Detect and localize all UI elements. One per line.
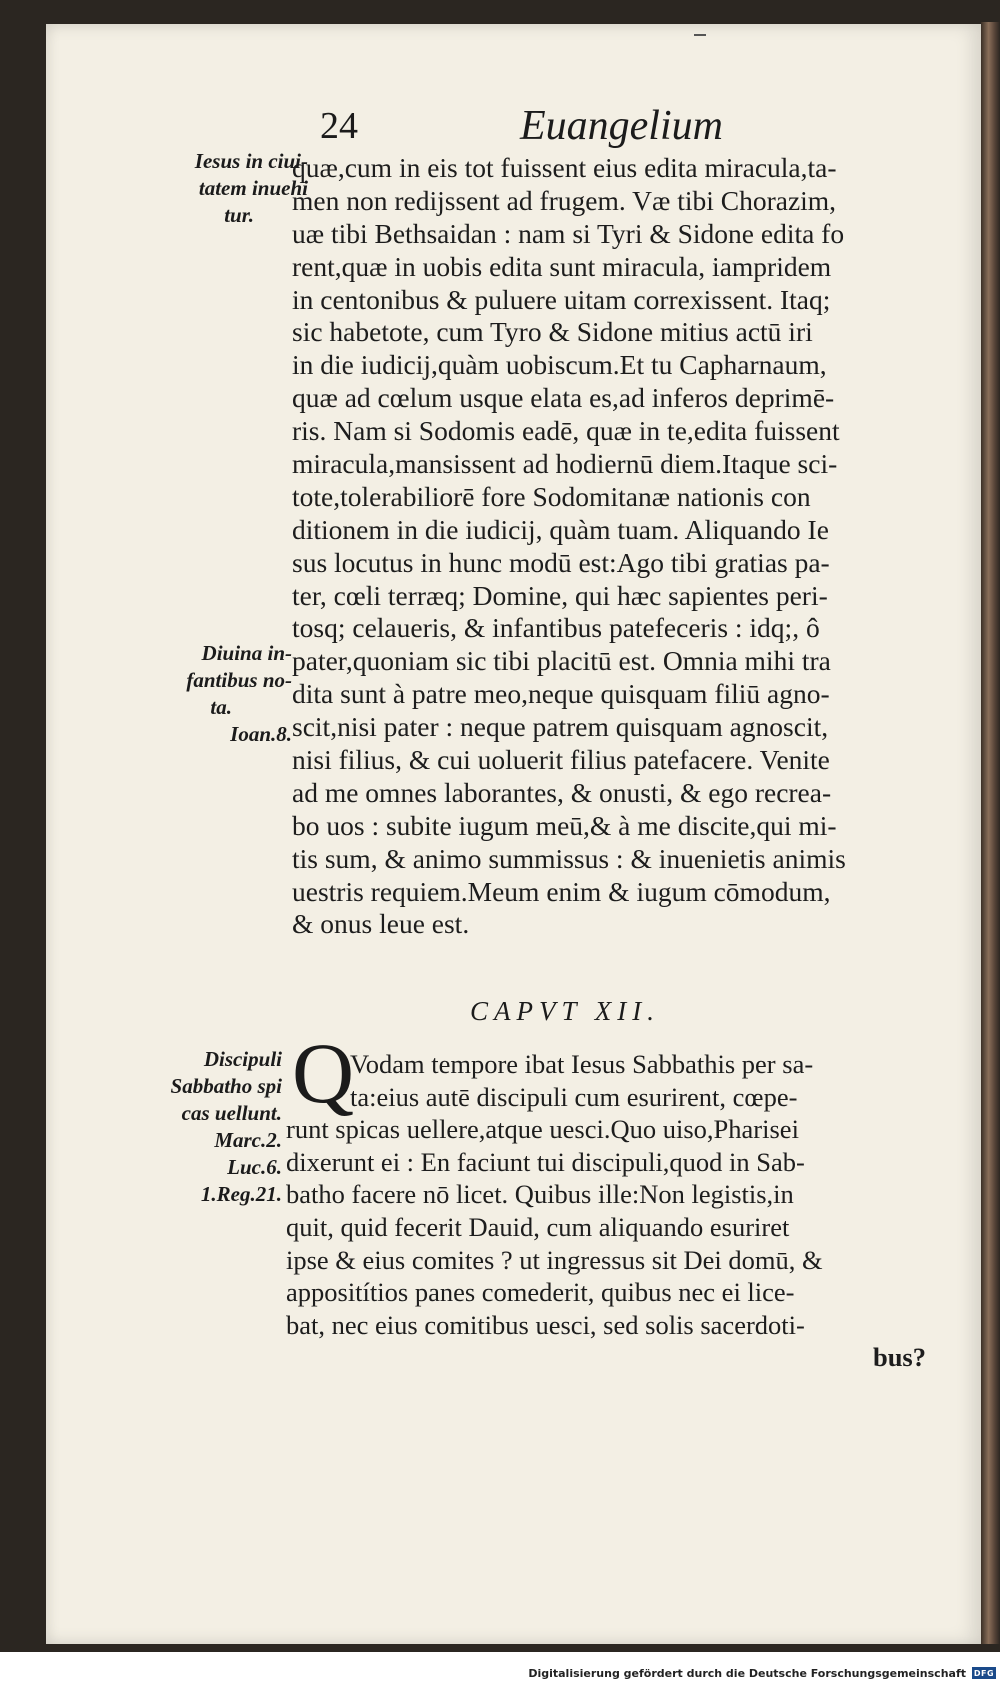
text-line: ad me omnes laborantes, & onusti, & ego recrea- [292,776,832,808]
text-line: quæ,cum in eis tot fuissent eius edita miracula,ta- [292,152,837,183]
text-line: miracula,mansissent ad hodiernū diem.Itaque sci- [292,448,838,480]
text-line: batho facere nō licet. Quibus ille:Non legistis,in [286,1179,794,1210]
marginal-line: cas uellunt. [181,1101,282,1125]
catchword: bus? [872,1342,926,1373]
marginal-line: Ioan.8. [230,722,292,746]
marginal-note-3 [112,1046,282,1208]
text-line: rent,quæ in uobis edita sunt miracula, iampridem [292,250,832,282]
marginal-line: ta. [210,695,232,719]
marginal-line: Iesus in ciui- [194,149,308,173]
marginal-line: Diuina in- [201,641,292,665]
dfg-logo: DFG [973,1668,995,1678]
text-line: Vodam tempore ibat Iesus Sabbathis per sa- [350,1049,814,1079]
marginal-line: fantibus no- [186,668,292,692]
text-line: tote,tolerabiliorē fore Sodomitanæ nationis con [292,480,811,512]
text-line: tosq; celaueris, & infantibus patefeceris : idq;, ô [292,612,820,644]
text-line: uæ tibi Bethsaidan : nam si Tyri & Sidone edita fo [292,217,845,249]
marginal-note-1 [140,148,308,229]
text-line: bo uos : subite iugum meū,& à me discite,qui mi- [292,809,837,841]
text-line: sic habetote, cum Tyro & Sidone mitius actū iri [292,316,813,348]
page-number: 24 [320,105,358,147]
text-line: uestris requiem.Meum enim & iugum cōmodum, [292,875,831,907]
text-line: ter, cœli terræq; Domine, qui hæc sapientes peri- [292,579,828,611]
digitization-footer [0,1662,1000,1684]
text-line: dixerunt ei : En faciunt tui discipuli,quod in Sab- [286,1146,805,1177]
page-mark [694,34,706,36]
text-line: appositítios panes comederit, quibus nec ei lice- [286,1277,795,1308]
funding-credit: Digitalisierung gefördert durch die Deutsche Forschungsgemeinschaft [528,1666,966,1680]
marginal-line: 1.Reg.21. [200,1182,282,1206]
text-line: quit, quid fecerit Dauid, cum aliquando esuriret [286,1211,790,1242]
text-line: ditionem in die iudicij, quàm tuam. Aliquando Ie [292,513,829,545]
text-line: scit,nisi pater : neque patrem quisquam agnoscit, [292,711,829,743]
text-line: tis sum, & animo summissus : & inuenietis animis [292,842,846,874]
marginal-line: Marc.2. [214,1128,282,1152]
book-spine [981,22,1000,1652]
marginal-line: Sabbatho spi [170,1074,282,1098]
drop-cap: Q [292,1025,355,1121]
text-line: ipse & eius comites ? ut ingressus sit Dei domū, & [286,1244,823,1275]
running-title: Euangelium [520,103,723,149]
marginal-line: tur. [224,203,254,227]
text-line: ris. Nam si Sodomis eadē, quæ in te,edita fuissent [292,415,840,447]
text-line: nisi filius, & cui uoluerit filius patefacere. Venite [292,744,830,776]
scan-bottom-edge [0,1644,1000,1652]
marginal-line: tatem inuehi [198,176,308,200]
text-line: & onus leue est. [292,908,470,940]
chapter-heading: CAPVT XII. [470,996,660,1026]
chapter-text [286,1048,926,1374]
marginal-note-2 [140,640,292,748]
text-line: in die iudicij,quàm uobiscum.Et tu Capharnaum, [292,349,827,381]
main-text [292,152,940,941]
marginal-line: Discipuli [203,1047,282,1071]
marginal-line: Luc.6. [227,1155,282,1179]
text-line: bat, nec eius comitibus uesci, sed solis sacerdoti- [286,1309,805,1340]
text-line: dita sunt à patre meo,neque quisquam filiū agno- [292,678,830,710]
text-line: sus locutus in hunc modū est:Ago tibi gratias pa- [292,546,830,578]
text-line: quæ ad cœlum usque elata es,ad inferos deprimē- [292,382,835,414]
text-line: in centonibus & puluere uitam correxissent. Itaq; [292,283,831,315]
text-line: runt spicas uellere,atque uesci.Quo uiso,Pharisei [286,1114,799,1145]
text-line: men non redijssent ad frugem. Væ tibi Chorazim, [292,184,837,216]
text-line: pater,quoniam sic tibi placitū est. Omnia mihi tra [292,645,831,677]
text-line: ta:eius autē discipuli cum esurirent, cœpe- [350,1081,798,1112]
